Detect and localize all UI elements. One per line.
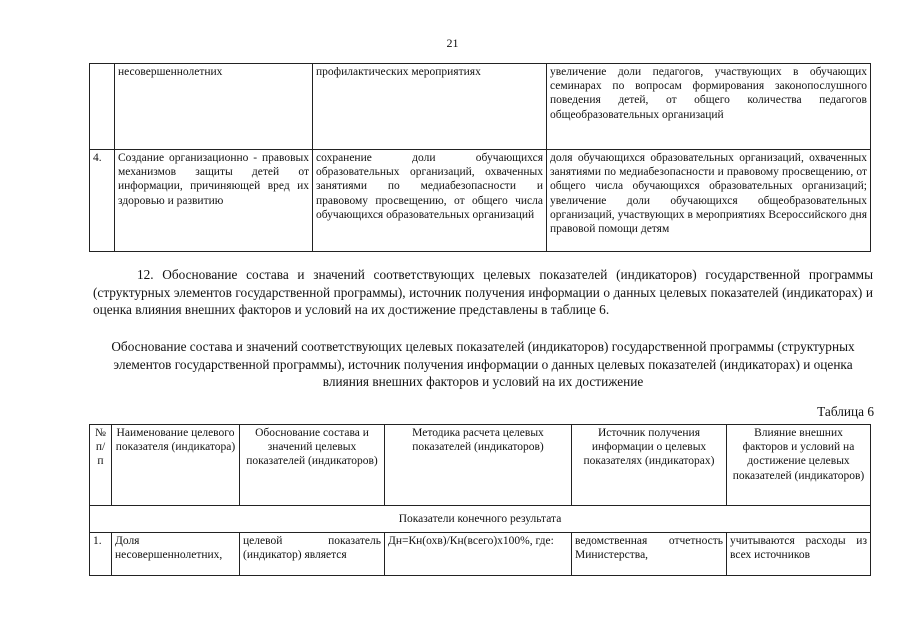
table-six (89, 424, 871, 576)
table-row (90, 150, 871, 252)
row-number: 4. (90, 150, 115, 252)
source-cell: ведомственная отчетность Министерства, (572, 533, 727, 576)
row-number (90, 64, 115, 150)
table-label: Таблица 6 (817, 404, 874, 419)
table-row (90, 64, 871, 150)
justification-cell: целевой показатель (индикатор) является (240, 533, 385, 576)
top-table (89, 63, 871, 252)
page-number: 21 (446, 36, 459, 50)
header-source: Источник получения информации о целевых показателях (индикаторах) (572, 425, 727, 506)
header-external-factors: Влияние внешних факторов и условий на достижение целевых показателей (индикаторов) (727, 425, 871, 506)
header-methodology: Методика расчета целевых показателей (индикаторов) (385, 425, 572, 506)
row-indicator-cell: увеличение доли педагогов, участвующих в обучающих семинарах по вопросам формирования законопослушного поведения детей, от общего количества педагогов общеобразовательных организаций (547, 64, 871, 150)
table-heading: Обоснование состава и значений соответствующих целевых показателей (индикаторов) государственной программы (структурных элементов государственной программы), источник получения информации о данных целевых показателей (индикаторах) и оценка влияния внешних факторов и условий на их достижение (111, 339, 855, 389)
table-header-row (90, 425, 871, 506)
row-number: 1. (90, 533, 112, 576)
header-indicator-name: Наименование целевого показателя (индикатора) (112, 425, 240, 506)
row-activity-cell: сохранение доли обучающихся образовательных организаций, охваченных занятиями по медиабезопасности и правовому просвещению, от общего числа обучающихся образовательных организаций (313, 150, 547, 252)
header-justification: Обоснование состава и значений целевых показателей (индикаторов) (240, 425, 385, 506)
header-number: № п/ п (90, 425, 112, 506)
indicator-name-cell: Доля несовершеннолетних, (112, 533, 240, 576)
row-indicator-cell: доля обучающихся образовательных организаций, охваченных занятиями по медиабезопасности и правовому просвещению, от общего числа обучающихся образовательных организаций; увеличение доли обучающихся общеобразовательных организаций, участвующих в мероприятиях Всероссийского дня правовой помощи детям (547, 150, 871, 252)
row-task-cell: несовершеннолетних (115, 64, 313, 150)
section-paragraph: 12. Обоснование состава и значений соответствующих целевых показателей (индикаторов) государственной программы (структурных элементов государственной программы), источник получения информации о данных целевых показателей (индикаторах) и оценка влияния внешних факторов и условий на их достижение представлены в таблице 6. (93, 267, 873, 317)
section-title: Показатели конечного результата (90, 506, 871, 533)
table-row (90, 533, 871, 576)
row-task-cell: Создание организационно - правовых механизмов защиты детей от информации, причиняющей вред их здоровью и развитию (115, 150, 313, 252)
external-factors-cell: учитываются расходы из всех источников (727, 533, 871, 576)
row-activity-cell: профилактических мероприятиях (313, 64, 547, 150)
methodology-cell: Дн=Кн(охв)/Кн(всего)х100%, где: (385, 533, 572, 576)
section-row (90, 506, 871, 533)
